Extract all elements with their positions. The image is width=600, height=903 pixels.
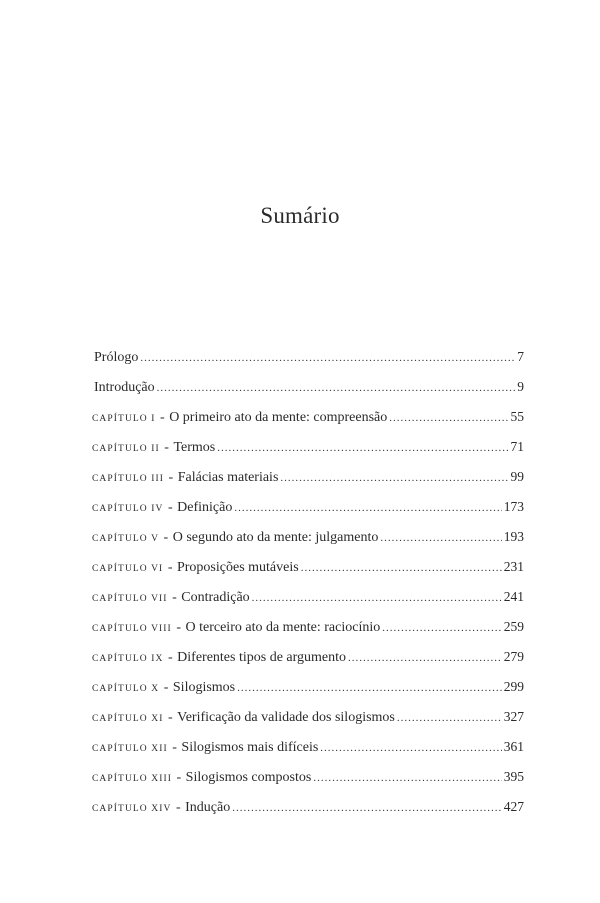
toc-entry-label — [92, 373, 155, 404]
page-number: 241 — [503, 589, 524, 604]
page-number: 173 — [503, 499, 524, 514]
toc-entry-prologo — [92, 342, 524, 372]
toc-entry-label — [92, 523, 378, 554]
page-number: 9 — [517, 379, 524, 394]
toc-entry-label — [92, 553, 299, 584]
toc-entry-label — [92, 793, 230, 824]
dot-leader — [237, 673, 502, 703]
dot-leader — [301, 553, 502, 583]
page-number: 361 — [503, 739, 524, 754]
toc-entry-label — [92, 433, 215, 464]
entry-title: Definição — [177, 500, 233, 515]
toc-entry-label — [92, 343, 138, 374]
entry-title: Termos — [173, 440, 216, 455]
chapter-prefix: CAPÍTULO IX — [92, 654, 164, 664]
dot-leader — [252, 583, 502, 613]
toc-entry-chapter-14 — [92, 792, 524, 822]
toc-entry-chapter-5 — [92, 522, 524, 552]
toc-entry-label — [92, 463, 278, 494]
page-number: 193 — [503, 529, 524, 544]
entry-title: O segundo ato da mente: julgamento — [172, 530, 379, 545]
page-number: 231 — [503, 559, 524, 574]
dot-leader — [157, 373, 516, 403]
toc-entry-label — [92, 613, 380, 644]
chapter-prefix: CAPÍTULO XIV — [92, 804, 172, 814]
page-number: 7 — [517, 349, 524, 364]
entry-title: Prólogo — [94, 350, 139, 365]
chapter-prefix: CAPÍTULO X — [92, 684, 160, 694]
entry-title: Silogismos mais difíceis — [181, 740, 319, 755]
page-number: 427 — [503, 799, 524, 814]
entry-title: Silogismos compostos — [185, 770, 312, 785]
toc-entry-chapter-7 — [92, 582, 524, 612]
separator: - — [156, 410, 169, 425]
toc-entry-chapter-4 — [92, 492, 524, 522]
separator: - — [165, 470, 177, 485]
toc-entry-label — [92, 703, 395, 734]
separator: - — [168, 740, 181, 755]
entry-title: Contradição — [181, 590, 250, 605]
chapter-prefix: CAPÍTULO V — [92, 534, 160, 544]
chapter-prefix: CAPÍTULO XIII — [92, 774, 172, 784]
page-number: 395 — [503, 769, 524, 784]
toc-entry-label — [92, 403, 387, 434]
toc-entry-label — [92, 673, 235, 704]
chapter-prefix: CAPÍTULO I — [92, 414, 156, 424]
separator: - — [172, 620, 185, 635]
dot-leader — [389, 403, 508, 433]
toc-entry-label — [92, 643, 346, 674]
dot-leader — [280, 463, 508, 493]
toc-entry-chapter-8 — [92, 612, 524, 642]
toc-entry-chapter-6 — [92, 552, 524, 582]
entry-title: Falácias materiais — [177, 470, 279, 485]
separator: - — [168, 590, 181, 605]
entry-title: Proposições mutáveis — [176, 560, 299, 575]
toc-entry-chapter-12 — [92, 732, 524, 762]
chapter-prefix: CAPÍTULO VIII — [92, 624, 172, 634]
dot-leader — [234, 493, 501, 523]
page-number: 299 — [503, 679, 524, 694]
dot-leader — [320, 733, 501, 763]
separator: - — [164, 500, 177, 515]
toc-entry-chapter-3 — [92, 462, 524, 492]
entry-title: O primeiro ato da mente: compreensão — [169, 410, 388, 425]
entry-title: Indução — [185, 800, 231, 815]
separator: - — [160, 530, 172, 545]
chapter-prefix: CAPÍTULO II — [92, 444, 160, 454]
separator: - — [173, 770, 185, 785]
page-number: 99 — [510, 469, 524, 484]
dot-leader — [313, 763, 501, 793]
page-number: 279 — [503, 649, 524, 664]
separator: - — [160, 680, 172, 695]
chapter-prefix: CAPÍTULO III — [92, 474, 165, 484]
toc-entry-chapter-13 — [92, 762, 524, 792]
toc-entry-chapter-11 — [92, 702, 524, 732]
toc-entry-chapter-1 — [92, 402, 524, 432]
dot-leader — [348, 643, 502, 673]
dot-leader — [397, 703, 502, 733]
toc-entry-chapter-9 — [92, 642, 524, 672]
separator: - — [164, 650, 177, 665]
chapter-prefix: CAPÍTULO XI — [92, 714, 164, 724]
toc-entry-chapter-2 — [92, 432, 524, 462]
entry-title: Diferentes tipos de argumento — [177, 650, 347, 665]
dot-leader — [217, 433, 508, 463]
dot-leader — [380, 523, 501, 553]
toc-entry-label — [92, 763, 311, 794]
entry-title: Introdução — [94, 380, 155, 395]
toc-entry-label — [92, 583, 250, 614]
table-of-contents — [92, 342, 524, 822]
entry-title: O terceiro ato da mente: raciocínio — [185, 620, 381, 635]
dot-leader — [232, 793, 502, 823]
toc-entry-label — [92, 493, 232, 524]
separator: - — [172, 800, 185, 815]
chapter-prefix: CAPÍTULO VI — [92, 564, 164, 574]
toc-entry-label — [92, 733, 318, 764]
page-number: 259 — [503, 619, 524, 634]
page-title: Sumário — [260, 203, 340, 228]
chapter-prefix: CAPÍTULO IV — [92, 504, 164, 514]
toc-entry-chapter-10 — [92, 672, 524, 702]
separator: - — [164, 560, 176, 575]
toc-entry-introducao — [92, 372, 524, 402]
chapter-prefix: CAPÍTULO XII — [92, 744, 168, 754]
entry-title: Verificação da validade dos silogismos — [177, 710, 395, 725]
page-number: 55 — [510, 409, 524, 424]
dot-leader — [382, 613, 502, 643]
chapter-prefix: CAPÍTULO VII — [92, 594, 168, 604]
page-number: 71 — [510, 439, 524, 454]
separator: - — [160, 440, 173, 455]
separator: - — [164, 710, 177, 725]
dot-leader — [140, 343, 515, 373]
page-number: 327 — [503, 709, 524, 724]
entry-title: Silogismos — [172, 680, 236, 695]
